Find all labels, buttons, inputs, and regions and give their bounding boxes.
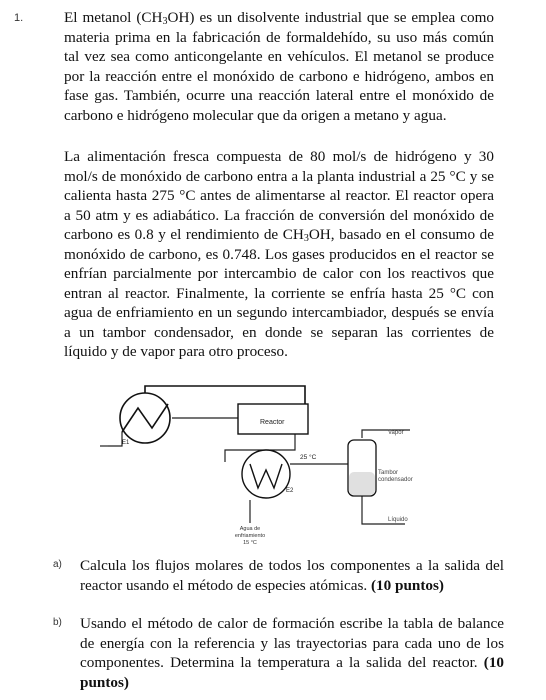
- part-b-points: (10 puntos): [80, 654, 505, 691]
- liquid-label: Líquido: [388, 517, 408, 523]
- part-a-text: [64, 556, 504, 595]
- water-label-line-2: enfriamiento: [234, 533, 266, 539]
- paragraph-2-text-a: La alimentación fresca compuesta de 80 mol/s de hidrógeno y 30 mol/s de monóxido de carbono entra a la planta industrial a 25 °C y se calienta hasta 275 °C antes de alimentarse al reactor. El reactor opera a 50 atm y es adiabático. La fracción de conversión del monóxido de carbono es 0.8 y el rendimiento de CH: [64, 148, 494, 243]
- heat-exchanger-e1: [120, 393, 170, 443]
- part-b-marker: b): [53, 617, 62, 628]
- e1-to-reactor-line: [145, 386, 305, 404]
- water-label-line-1: Agua de: [239, 526, 261, 532]
- drum-label-line-1: Tambor: [378, 470, 399, 476]
- condenser-drum: [348, 440, 376, 496]
- feed-to-e1: [108, 432, 122, 446]
- part-a-marker: a): [53, 559, 62, 570]
- question-part-b: [53, 614, 505, 692]
- problem-number: 1.: [14, 12, 24, 24]
- paragraph-2-text-b: OH, basado en el consumo de monóxido de carbono, es 0.748. Los gases producidos en el reactor se enfrían parcialmente por intercambio de calor con los reactivos que entran al reactor. Finalmente, la corriente se enfría hasta 25 °C con agua de enfriamiento en un segundo intercambiador, después se envía a un tambor condensador, en donde se separan las corrientes de líquido y de vapor para otro proceso.: [64, 226, 494, 360]
- e2-label: E2: [286, 488, 294, 494]
- question-part-a: [53, 556, 504, 595]
- drum-label-line-2: condensador: [378, 477, 413, 483]
- temperature-label: 25 °C: [300, 454, 317, 461]
- formula-subscript: 3: [303, 233, 309, 244]
- vapor-label: Vapor: [388, 430, 404, 436]
- part-a-points: (10 puntos): [370, 576, 444, 594]
- water-label-line-3: 15 °C: [243, 540, 257, 546]
- e1-label: E1: [122, 440, 130, 446]
- process-flow-diagram: [100, 378, 430, 550]
- paragraph-1-text-a: El metanol (CH: [64, 9, 163, 26]
- part-a-question: Calcula los flujos molares de todos los componentes a la salida del reactor usando el método de especies atómicas.: [80, 557, 504, 594]
- formula-subscript: 3: [162, 16, 168, 27]
- problem-paragraph-1: [64, 8, 494, 125]
- reactor-label: Reactor: [260, 419, 285, 426]
- part-b-text: [64, 614, 504, 692]
- problem-paragraph-2: [64, 147, 494, 362]
- paragraph-1-text-b: OH) es un disolvente industrial que se emplea como materia prima en la fabricación de formaldehído, su uso más común tal vez sea como anticongelante en vehículos. El metanol se produce por la reacción entre el monóxido de carbono e hidrógeno, ambos en fase gas. También, ocurre una reacción lateral entre el monóxido de carbono e hidrógeno molecular que da origen a metano y agua.: [64, 9, 494, 124]
- part-b-question: Usando el método de calor de formación escribe la tabla de balance de energía con la referencia y las trayectorias para cada uno de los componentes. Determina la temperatura a la salida del reactor.: [80, 615, 504, 671]
